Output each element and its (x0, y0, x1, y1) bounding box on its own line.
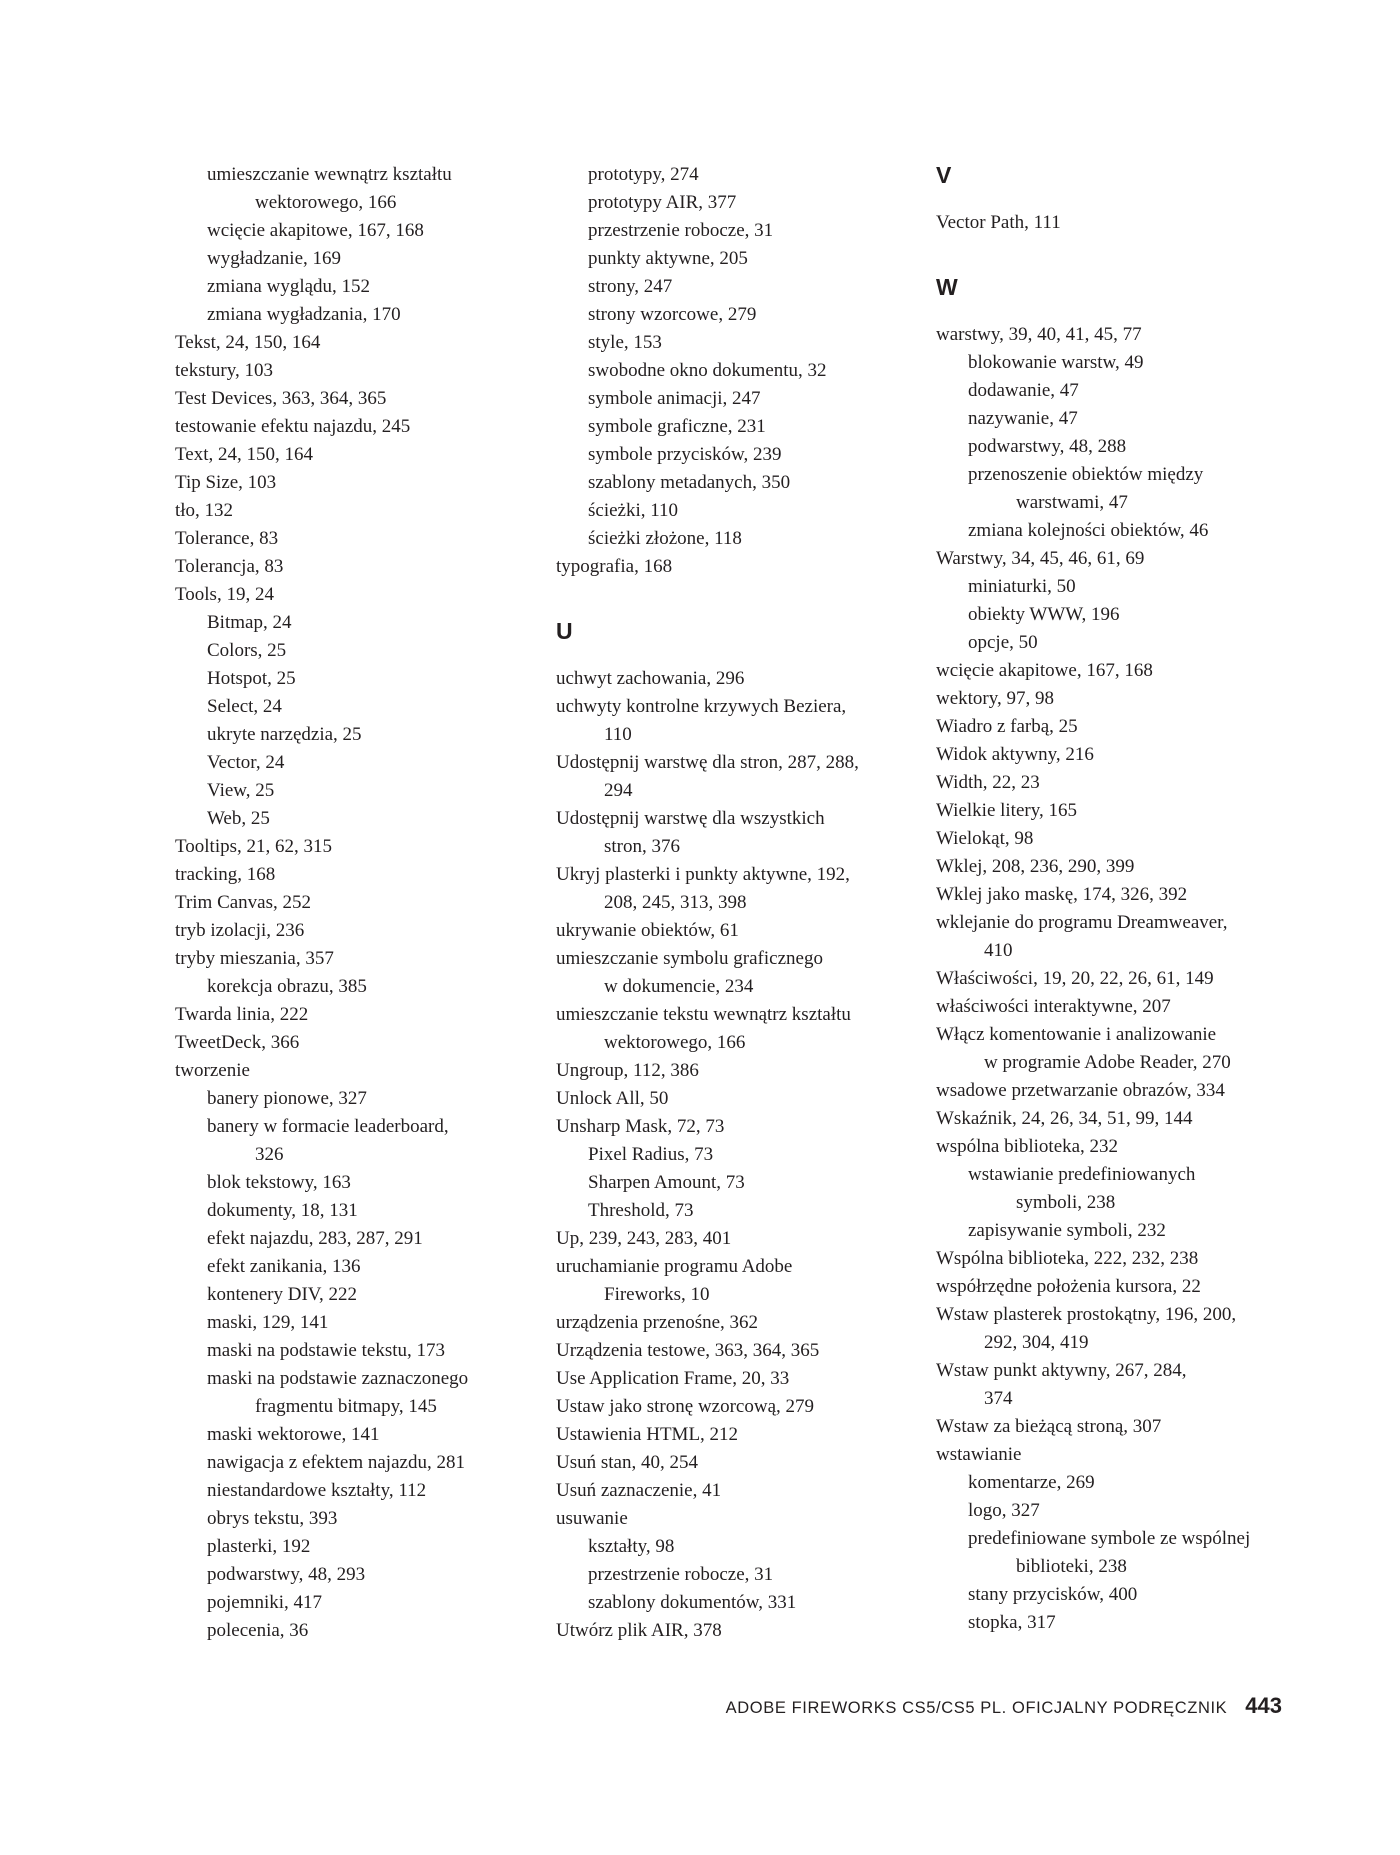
index-subentry: wcięcie akapitowe, 167, 168 (207, 220, 424, 241)
index-subentry: prototypy, 274 (588, 164, 699, 185)
index-entry: Up, 239, 243, 283, 401 (556, 1228, 732, 1249)
index-subentry: logo, 327 (968, 1500, 1040, 1521)
index-entry: Wielkie litery, 165 (936, 800, 1077, 821)
index-subentry: 294 (604, 780, 633, 801)
index-subentry: nawigacja z efektem najazdu, 281 (207, 1452, 465, 1473)
index-entry: uchwyty kontrolne krzywych Beziera, (556, 696, 847, 717)
index-entry: Ukryj plasterki i punkty aktywne, 192, (556, 864, 850, 885)
index-entry: Wspólna biblioteka, 222, 232, 238 (936, 1248, 1199, 1269)
index-subentry: Bitmap, 24 (207, 612, 292, 633)
index-subentry: banery pionowe, 327 (207, 1088, 367, 1109)
section-spacer (556, 581, 916, 617)
index-entry: Tolerancja, 83 (175, 556, 284, 577)
index-entry: wektory, 97, 98 (936, 688, 1055, 709)
index-entry: Udostępnij warstwę dla wszystkich (556, 808, 825, 829)
index-entry: Unlock All, 50 (556, 1088, 669, 1109)
index-subentry: wygładzanie, 169 (207, 248, 342, 269)
index-entry: Usuń stan, 40, 254 (556, 1452, 698, 1473)
footer-book-title: ADOBE FIREWORKS CS5/CS5 PL. OFICJALNY PODRĘCZNIK (725, 1699, 1228, 1717)
index-letter-heading: U (556, 618, 573, 644)
index-subentry: wektorowego, 166 (604, 1032, 746, 1053)
index-subentry: strony wzorcowe, 279 (588, 304, 757, 325)
index-subentry: prototypy AIR, 377 (588, 192, 737, 213)
index-entry: Warstwy, 34, 45, 46, 61, 69 (936, 548, 1145, 569)
index-subentry: warstwami, 47 (1016, 492, 1128, 513)
index-entry: umieszczanie symbolu graficznego (556, 948, 823, 969)
index-subentry: efekt najazdu, 283, 287, 291 (207, 1228, 423, 1249)
index-subentry: obiekty WWW, 196 (968, 604, 1120, 625)
index-subentry: Threshold, 73 (588, 1200, 694, 1221)
index-subentry: miniaturki, 50 (968, 576, 1076, 597)
index-entry: warstwy, 39, 40, 41, 45, 77 (936, 324, 1142, 345)
index-entry: Ustaw jako stronę wzorcową, 279 (556, 1396, 815, 1417)
index-entry: tło, 132 (175, 500, 234, 521)
index-subentry: 410 (984, 940, 1013, 961)
index-subentry: wektorowego, 166 (255, 192, 397, 213)
index-subentry: symbole animacji, 247 (588, 388, 761, 409)
index-subentry: maski na podstawie tekstu, 173 (207, 1340, 445, 1361)
index-subentry: banery w formacie leaderboard, (207, 1116, 449, 1137)
index-subentry: podwarstwy, 48, 293 (207, 1564, 366, 1585)
index-letter-heading: W (936, 274, 958, 300)
index-subentry: View, 25 (207, 780, 275, 801)
index-subentry: kształty, 98 (588, 1536, 675, 1557)
index-subentry: stopka, 317 (968, 1612, 1056, 1633)
index-subentry: style, 153 (588, 332, 662, 353)
index-subentry: przestrzenie robocze, 31 (588, 1564, 774, 1585)
index-subentry: nazywanie, 47 (968, 408, 1078, 429)
index-entry: współrzędne położenia kursora, 22 (936, 1276, 1201, 1297)
footer-page-number: 443 (1245, 1693, 1282, 1718)
index-entry: Wstaw punkt aktywny, 267, 284, (936, 1360, 1187, 1381)
index-entry: tworzenie (175, 1060, 250, 1081)
index-subentry: pojemniki, 417 (207, 1592, 323, 1613)
index-subentry: Select, 24 (207, 696, 282, 717)
index-entry: typografia, 168 (556, 556, 673, 577)
index-entry: wspólna biblioteka, 232 (936, 1136, 1119, 1157)
index-subentry: podwarstwy, 48, 288 (968, 436, 1127, 457)
index-entry: uchwyt zachowania, 296 (556, 668, 745, 689)
index-entry: Włącz komentowanie i analizowanie (936, 1024, 1217, 1045)
index-subentry: polecenia, 36 (207, 1620, 309, 1641)
index-entry: Tolerance, 83 (175, 528, 279, 549)
index-entry: ukrywanie obiektów, 61 (556, 920, 739, 941)
index-subentry: dodawanie, 47 (968, 380, 1079, 401)
index-subentry: symbole graficzne, 231 (588, 416, 766, 437)
index-column-3 (936, 161, 1296, 1637)
index-subentry: efekt zanikania, 136 (207, 1256, 361, 1277)
index-entry: Wskaźnik, 24, 26, 34, 51, 99, 144 (936, 1108, 1193, 1129)
index-subentry: 374 (984, 1388, 1013, 1409)
index-entry: Widok aktywny, 216 (936, 744, 1094, 765)
index-subentry: umieszczanie wewnątrz kształtu (207, 164, 452, 185)
index-entry: wsadowe przetwarzanie obrazów, 334 (936, 1080, 1225, 1101)
index-entry: Tools, 19, 24 (175, 584, 274, 605)
index-subentry: obrys tekstu, 393 (207, 1508, 338, 1529)
index-subentry: fragmentu bitmapy, 145 (255, 1396, 437, 1417)
index-subentry: ukryte narzędzia, 25 (207, 724, 362, 745)
index-entry: Usuń zaznaczenie, 41 (556, 1480, 722, 1501)
index-entry: Ungroup, 112, 386 (556, 1060, 699, 1081)
index-entry: Wielokąt, 98 (936, 828, 1034, 849)
index-entry: Use Application Frame, 20, 33 (556, 1368, 790, 1389)
index-entry: Test Devices, 363, 364, 365 (175, 388, 387, 409)
index-entry: Tooltips, 21, 62, 315 (175, 836, 333, 857)
index-subentry: dokumenty, 18, 131 (207, 1200, 358, 1221)
section-spacer (936, 189, 1296, 209)
index-entry: Text, 24, 150, 164 (175, 444, 313, 465)
index-entry: właściwości interaktywne, 207 (936, 996, 1171, 1017)
index-entry: TweetDeck, 366 (175, 1032, 300, 1053)
index-subentry: zapisywanie symboli, 232 (968, 1220, 1166, 1241)
index-subentry: korekcja obrazu, 385 (207, 976, 367, 997)
index-subentry: plasterki, 192 (207, 1536, 311, 1557)
index-entry: wstawianie (936, 1444, 1022, 1465)
index-subentry: punkty aktywne, 205 (588, 248, 748, 269)
index-subentry: komentarze, 269 (968, 1472, 1095, 1493)
index-subentry: symbole przycisków, 239 (588, 444, 782, 465)
index-subentry: szablony metadanych, 350 (588, 472, 791, 493)
index-subentry: biblioteki, 238 (1016, 1556, 1127, 1577)
section-spacer (936, 301, 1296, 321)
index-subentry: Sharpen Amount, 73 (588, 1172, 745, 1193)
index-subentry: przestrzenie robocze, 31 (588, 220, 774, 241)
index-subentry: przenoszenie obiektów między (968, 464, 1204, 485)
index-subentry: Colors, 25 (207, 640, 287, 661)
index-subentry: 208, 245, 313, 398 (604, 892, 747, 913)
index-entry: Width, 22, 23 (936, 772, 1040, 793)
index-subentry: zmiana wygładzania, 170 (207, 304, 401, 325)
index-subentry: blok tekstowy, 163 (207, 1172, 351, 1193)
index-column-2 (556, 161, 916, 1645)
index-entry: uruchamianie programu Adobe (556, 1256, 793, 1277)
index-subentry: wstawianie predefiniowanych (968, 1164, 1196, 1185)
index-subentry: Hotspot, 25 (207, 668, 296, 689)
section-spacer (556, 645, 916, 665)
index-subentry: niestandardowe kształty, 112 (207, 1480, 427, 1501)
page-footer (726, 1693, 1282, 1723)
index-entry: Urządzenia testowe, 363, 364, 365 (556, 1340, 820, 1361)
index-entry: Wklej, 208, 236, 290, 399 (936, 856, 1135, 877)
index-entry: Ustawienia HTML, 212 (556, 1424, 739, 1445)
index-entry: tekstury, 103 (175, 360, 273, 381)
index-entry: Trim Canvas, 252 (175, 892, 312, 913)
index-entry: Udostępnij warstwę dla stron, 287, 288, (556, 752, 859, 773)
index-subentry: ścieżki złożone, 118 (588, 528, 742, 549)
index-entry: tryby mieszania, 357 (175, 948, 334, 969)
index-entry: Wstaw za bieżącą stroną, 307 (936, 1416, 1162, 1437)
index-subentry: Fireworks, 10 (604, 1284, 710, 1305)
index-entry: Twarda linia, 222 (175, 1004, 309, 1025)
index-subentry: stany przycisków, 400 (968, 1584, 1138, 1605)
index-subentry: zmiana wyglądu, 152 (207, 276, 371, 297)
index-subentry: blokowanie warstw, 49 (968, 352, 1144, 373)
index-subentry: opcje, 50 (968, 632, 1038, 653)
index-entry: Wklej jako maskę, 174, 326, 392 (936, 884, 1188, 905)
index-entry: tryb izolacji, 236 (175, 920, 305, 941)
index-subentry: szablony dokumentów, 331 (588, 1592, 797, 1613)
index-subentry: Web, 25 (207, 808, 270, 829)
index-subentry: w dokumencie, 234 (604, 976, 754, 997)
index-entry: Wstaw plasterek prostokątny, 196, 200, (936, 1304, 1237, 1325)
index-subentry: maski, 129, 141 (207, 1312, 329, 1333)
index-subentry: symboli, 238 (1016, 1192, 1116, 1213)
index-subentry: maski wektorowe, 141 (207, 1424, 380, 1445)
index-entry: wklejanie do programu Dreamweaver, (936, 912, 1228, 933)
index-subentry: 110 (604, 724, 632, 745)
index-entry: Wiadro z farbą, 25 (936, 716, 1078, 737)
index-entry: Tekst, 24, 150, 164 (175, 332, 321, 353)
index-subentry: strony, 247 (588, 276, 673, 297)
index-entry: wcięcie akapitowe, 167, 168 (936, 660, 1153, 681)
index-column-1 (175, 161, 535, 1645)
index-entry: testowanie efektu najazdu, 245 (175, 416, 411, 437)
index-entry: tracking, 168 (175, 864, 276, 885)
index-entry: urządzenia przenośne, 362 (556, 1312, 759, 1333)
index-subentry: 292, 304, 419 (984, 1332, 1089, 1353)
index-subentry: maski na podstawie zaznaczonego (207, 1368, 469, 1389)
index-subentry: Vector, 24 (207, 752, 285, 773)
index-entry: usuwanie (556, 1508, 628, 1529)
index-entry: Vector Path, 111 (936, 212, 1061, 233)
index-subentry: swobodne okno dokumentu, 32 (588, 360, 827, 381)
index-subentry: w programie Adobe Reader, 270 (984, 1052, 1231, 1073)
index-subentry: kontenery DIV, 222 (207, 1284, 358, 1305)
index-subentry: ścieżki, 110 (588, 500, 679, 521)
index-entry: Tip Size, 103 (175, 472, 277, 493)
index-subentry: zmiana kolejności obiektów, 46 (968, 520, 1209, 541)
index-entry: umieszczanie tekstu wewnątrz kształtu (556, 1004, 851, 1025)
index-entry: Unsharp Mask, 72, 73 (556, 1116, 725, 1137)
index-subentry: stron, 376 (604, 836, 680, 857)
index-subentry: predefiniowane symbole ze wspólnej (968, 1528, 1251, 1549)
index-entry: Utwórz plik AIR, 378 (556, 1620, 722, 1641)
index-subentry: 326 (255, 1144, 284, 1165)
index-subentry: Pixel Radius, 73 (588, 1144, 714, 1165)
index-letter-heading: V (936, 162, 952, 188)
index-entry: Właściwości, 19, 20, 22, 26, 61, 149 (936, 968, 1214, 989)
section-spacer (936, 237, 1296, 273)
